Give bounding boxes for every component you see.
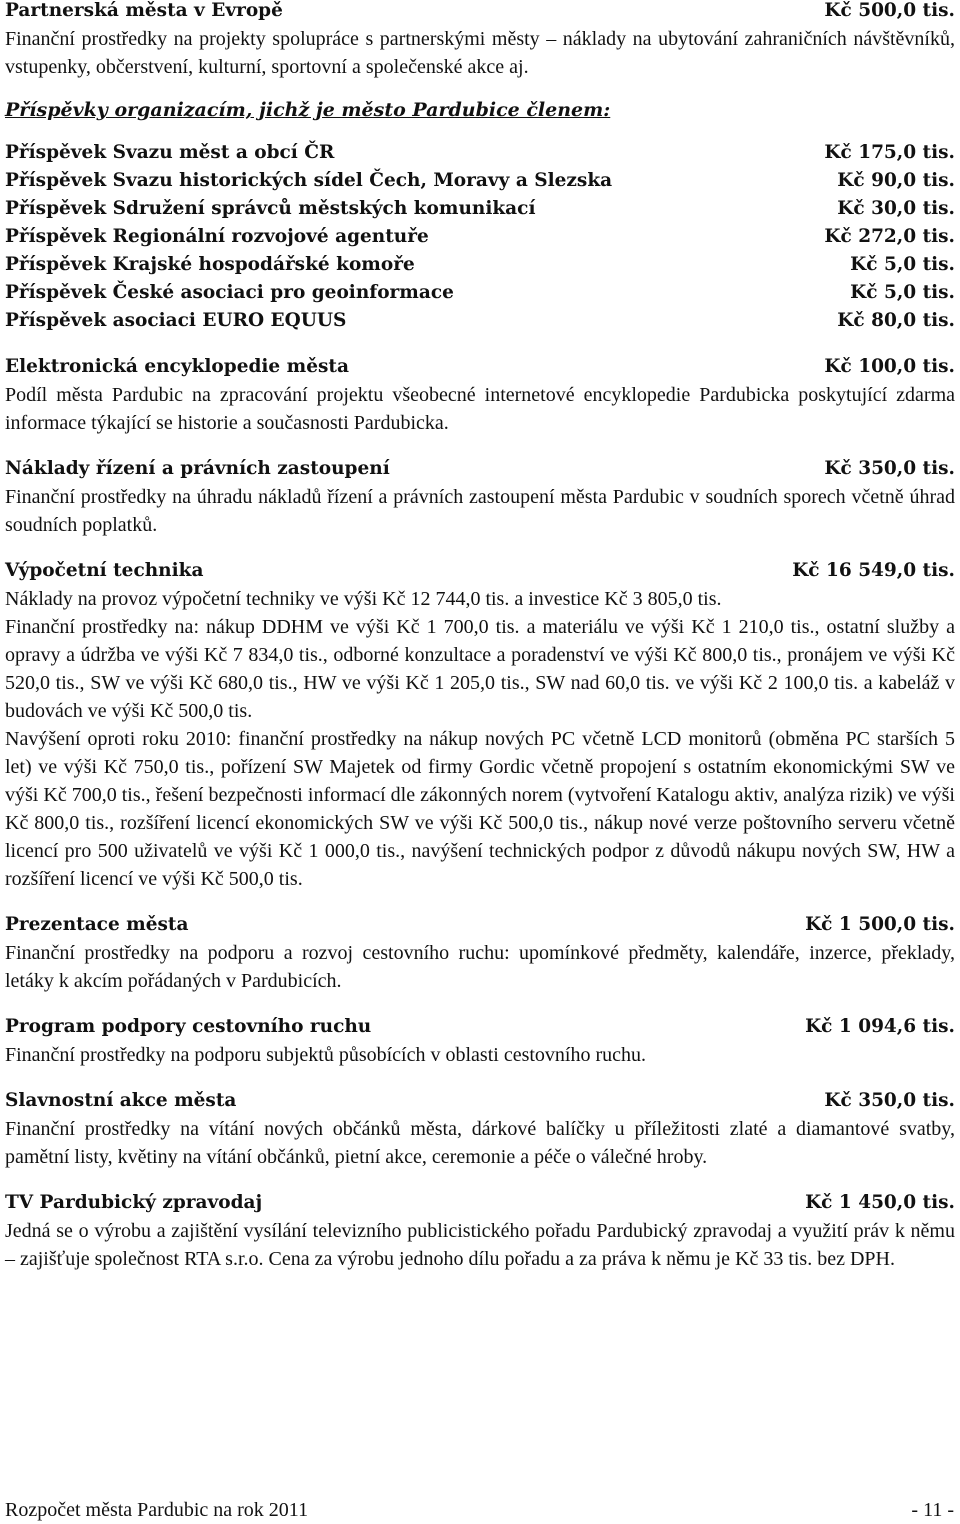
contribution-row [5, 195, 955, 223]
section-header-partner-cities [5, 0, 955, 25]
section-header-city-presentation [5, 911, 955, 939]
contribution-row [5, 307, 955, 335]
contribution-amount: Kč 80,0 tis. [837, 310, 955, 331]
contribution-label: Příspěvek Svazu historických sídel Čech, Moravy a Slezska [5, 170, 613, 191]
contribution-amount: Kč 90,0 tis. [837, 170, 955, 191]
contribution-label: Příspěvek České asociaci pro geoinformace [5, 282, 454, 303]
section-text: Podíl města Pardubic na zpracování projektu všeobecné internetové encyklopedie Pardubicka poskytující zdarma informace týkající se historie a současnosti Pardubicka. [5, 384, 955, 434]
contribution-label: Příspěvek Sdružení správců městských komunikací [5, 198, 536, 219]
section-text: Finanční prostředky na projekty spolupráce s partnerskými městy – náklady na ubytování zahraničních návštěvníků, vstupenky, občerstvení, kulturní, sportovní a společenské akce aj. [5, 28, 955, 78]
contribution-label: Příspěvek asociaci EURO EQUUS [5, 310, 347, 331]
section-text: Náklady na provoz výpočetní techniky ve výši Kč 12 744,0 tis. a investice Kč 3 805,0 tis. [5, 588, 722, 610]
contribution-row [5, 279, 955, 307]
contribution-amount: Kč 30,0 tis. [837, 198, 955, 219]
section-text: Finanční prostředky na vítání nových občánků města, dárkové balíčky u příležitosti zlaté a diamantové svatby, pamětní listy, květiny na vítání občánků, pietní akce, ceremonie a péče o válečné hroby. [5, 1118, 955, 1168]
section-text: Jedná se o výrobu a zajištění vysílání televizního publicistického pořadu Pardubický zpravodaj a využití práv k němu – zajišťuje společnost RTA s.r.o. Cena za výrobu jednoho dílu pořadu a za práva k němu je Kč 33 tis. bez DPH. [5, 1220, 955, 1270]
section-header-encyclopedia [5, 353, 955, 381]
contribution-row [5, 251, 955, 279]
contributions-list [5, 139, 955, 335]
contribution-amount: Kč 175,0 tis. [824, 142, 955, 163]
section-text: Navýšení oproti roku 2010: finanční prostředky na nákup nových PC včetně LCD monitorů (obměna PC starších 5 let) ve výši Kč 750,0 tis., pořízení SW Majetek od firmy Gordic včetně propojení s ostatním ekonomickými SW ve výši Kč 700,0 tis., řešení bezpečnosti informací dle zákonných norem (vytvoření Katalogu aktiv, analýza rizik) ve výši Kč 800,0 tis., rozšíření licencí ekonomických SW ve výši Kč 500,0 tis., nákup nové verze poštovního serveru včetně licencí pro 500 uživatelů ve výši Kč 1 000,0 tis., navýšení technických podpor z důvodů nákupu nových SW, HW a rozšíření licencí ve výši Kč 500,0 tis. [5, 728, 955, 890]
section-text: Finanční prostředky na podporu subjektů působících v oblasti cestovního ruchu. [5, 1044, 647, 1066]
contribution-amount: Kč 272,0 tis. [824, 226, 955, 247]
document-page [5, 0, 955, 1273]
contribution-label: Příspěvek Regionální rozvojové agentuře [5, 226, 429, 247]
section-text: Finanční prostředky na úhradu nákladů řízení a právních zastoupení města Pardubic v soudních sporech včetně úhrad soudních poplatků. [5, 486, 955, 536]
section-amount: Kč 500,0 tis. [824, 0, 955, 21]
section-title: Elektronická encyklopedie města [5, 356, 349, 377]
contribution-row [5, 167, 955, 195]
section-amount: Kč 1 094,6 tis. [805, 1016, 955, 1037]
contribution-amount: Kč 5,0 tis. [850, 254, 955, 275]
section-amount: Kč 16 549,0 tis. [792, 560, 955, 581]
section-title: TV Pardubický zpravodaj [5, 1192, 263, 1213]
section-amount: Kč 350,0 tis. [824, 1090, 955, 1111]
contribution-row [5, 223, 955, 251]
section-header-computing [5, 557, 955, 585]
section-title: Program podpory cestovního ruchu [5, 1016, 372, 1037]
page-footer [5, 1496, 954, 1524]
section-text: Finanční prostředky na: nákup DDHM ve výši Kč 1 700,0 tis. a materiálu ve výši Kč 1 210,0 tis., ostatní služby a opravy a údržba ve výši Kč 7 834,0 tis., odborné konzultace a poradenství ve výši Kč 800,0 tis., pronájem ve výši Kč 520,0 tis., SW ve výši Kč 680,0 tis., HW ve výši Kč 1 205,0 tis., SW nad 60,0 tis. ve výši Kč 2 100,0 tis. a kabeláž v budovách ve výši Kč 500,0 tis. [5, 616, 955, 722]
section-title: Partnerská města v Evropě [5, 0, 283, 21]
page-number: - 11 - [911, 1499, 954, 1521]
footer-document-title: Rozpočet města Pardubic na rok 2011 [5, 1499, 309, 1521]
section-amount: Kč 1 500,0 tis. [805, 914, 955, 935]
section-title: Výpočetní technika [5, 560, 204, 581]
section-header-tv-news [5, 1189, 955, 1217]
section-amount: Kč 350,0 tis. [824, 458, 955, 479]
contribution-label: Příspěvek Krajské hospodářské komoře [5, 254, 415, 275]
section-text: Finanční prostředky na podporu a rozvoj cestovního ruchu: upomínkové předměty, kalendáře, inzerce, překlady, letáky k akcím pořádaných v Pardubicích. [5, 942, 955, 992]
contribution-row [5, 139, 955, 167]
section-title: Náklady řízení a právních zastoupení [5, 458, 390, 479]
section-amount: Kč 1 450,0 tis. [805, 1192, 955, 1213]
section-header-city-events [5, 1087, 955, 1115]
contribution-amount: Kč 5,0 tis. [850, 282, 955, 303]
contribution-label: Příspěvek Svazu měst a obcí ČR [5, 142, 335, 163]
section-title: Slavnostní akce města [5, 1090, 237, 1111]
section-header-legal-costs [5, 455, 955, 483]
contributions-title: Příspěvky organizacím, jichž je město Pardubice členem: [5, 99, 611, 121]
section-title: Prezentace města [5, 914, 189, 935]
section-header-tourism-program [5, 1013, 955, 1041]
section-amount: Kč 100,0 tis. [824, 356, 955, 377]
